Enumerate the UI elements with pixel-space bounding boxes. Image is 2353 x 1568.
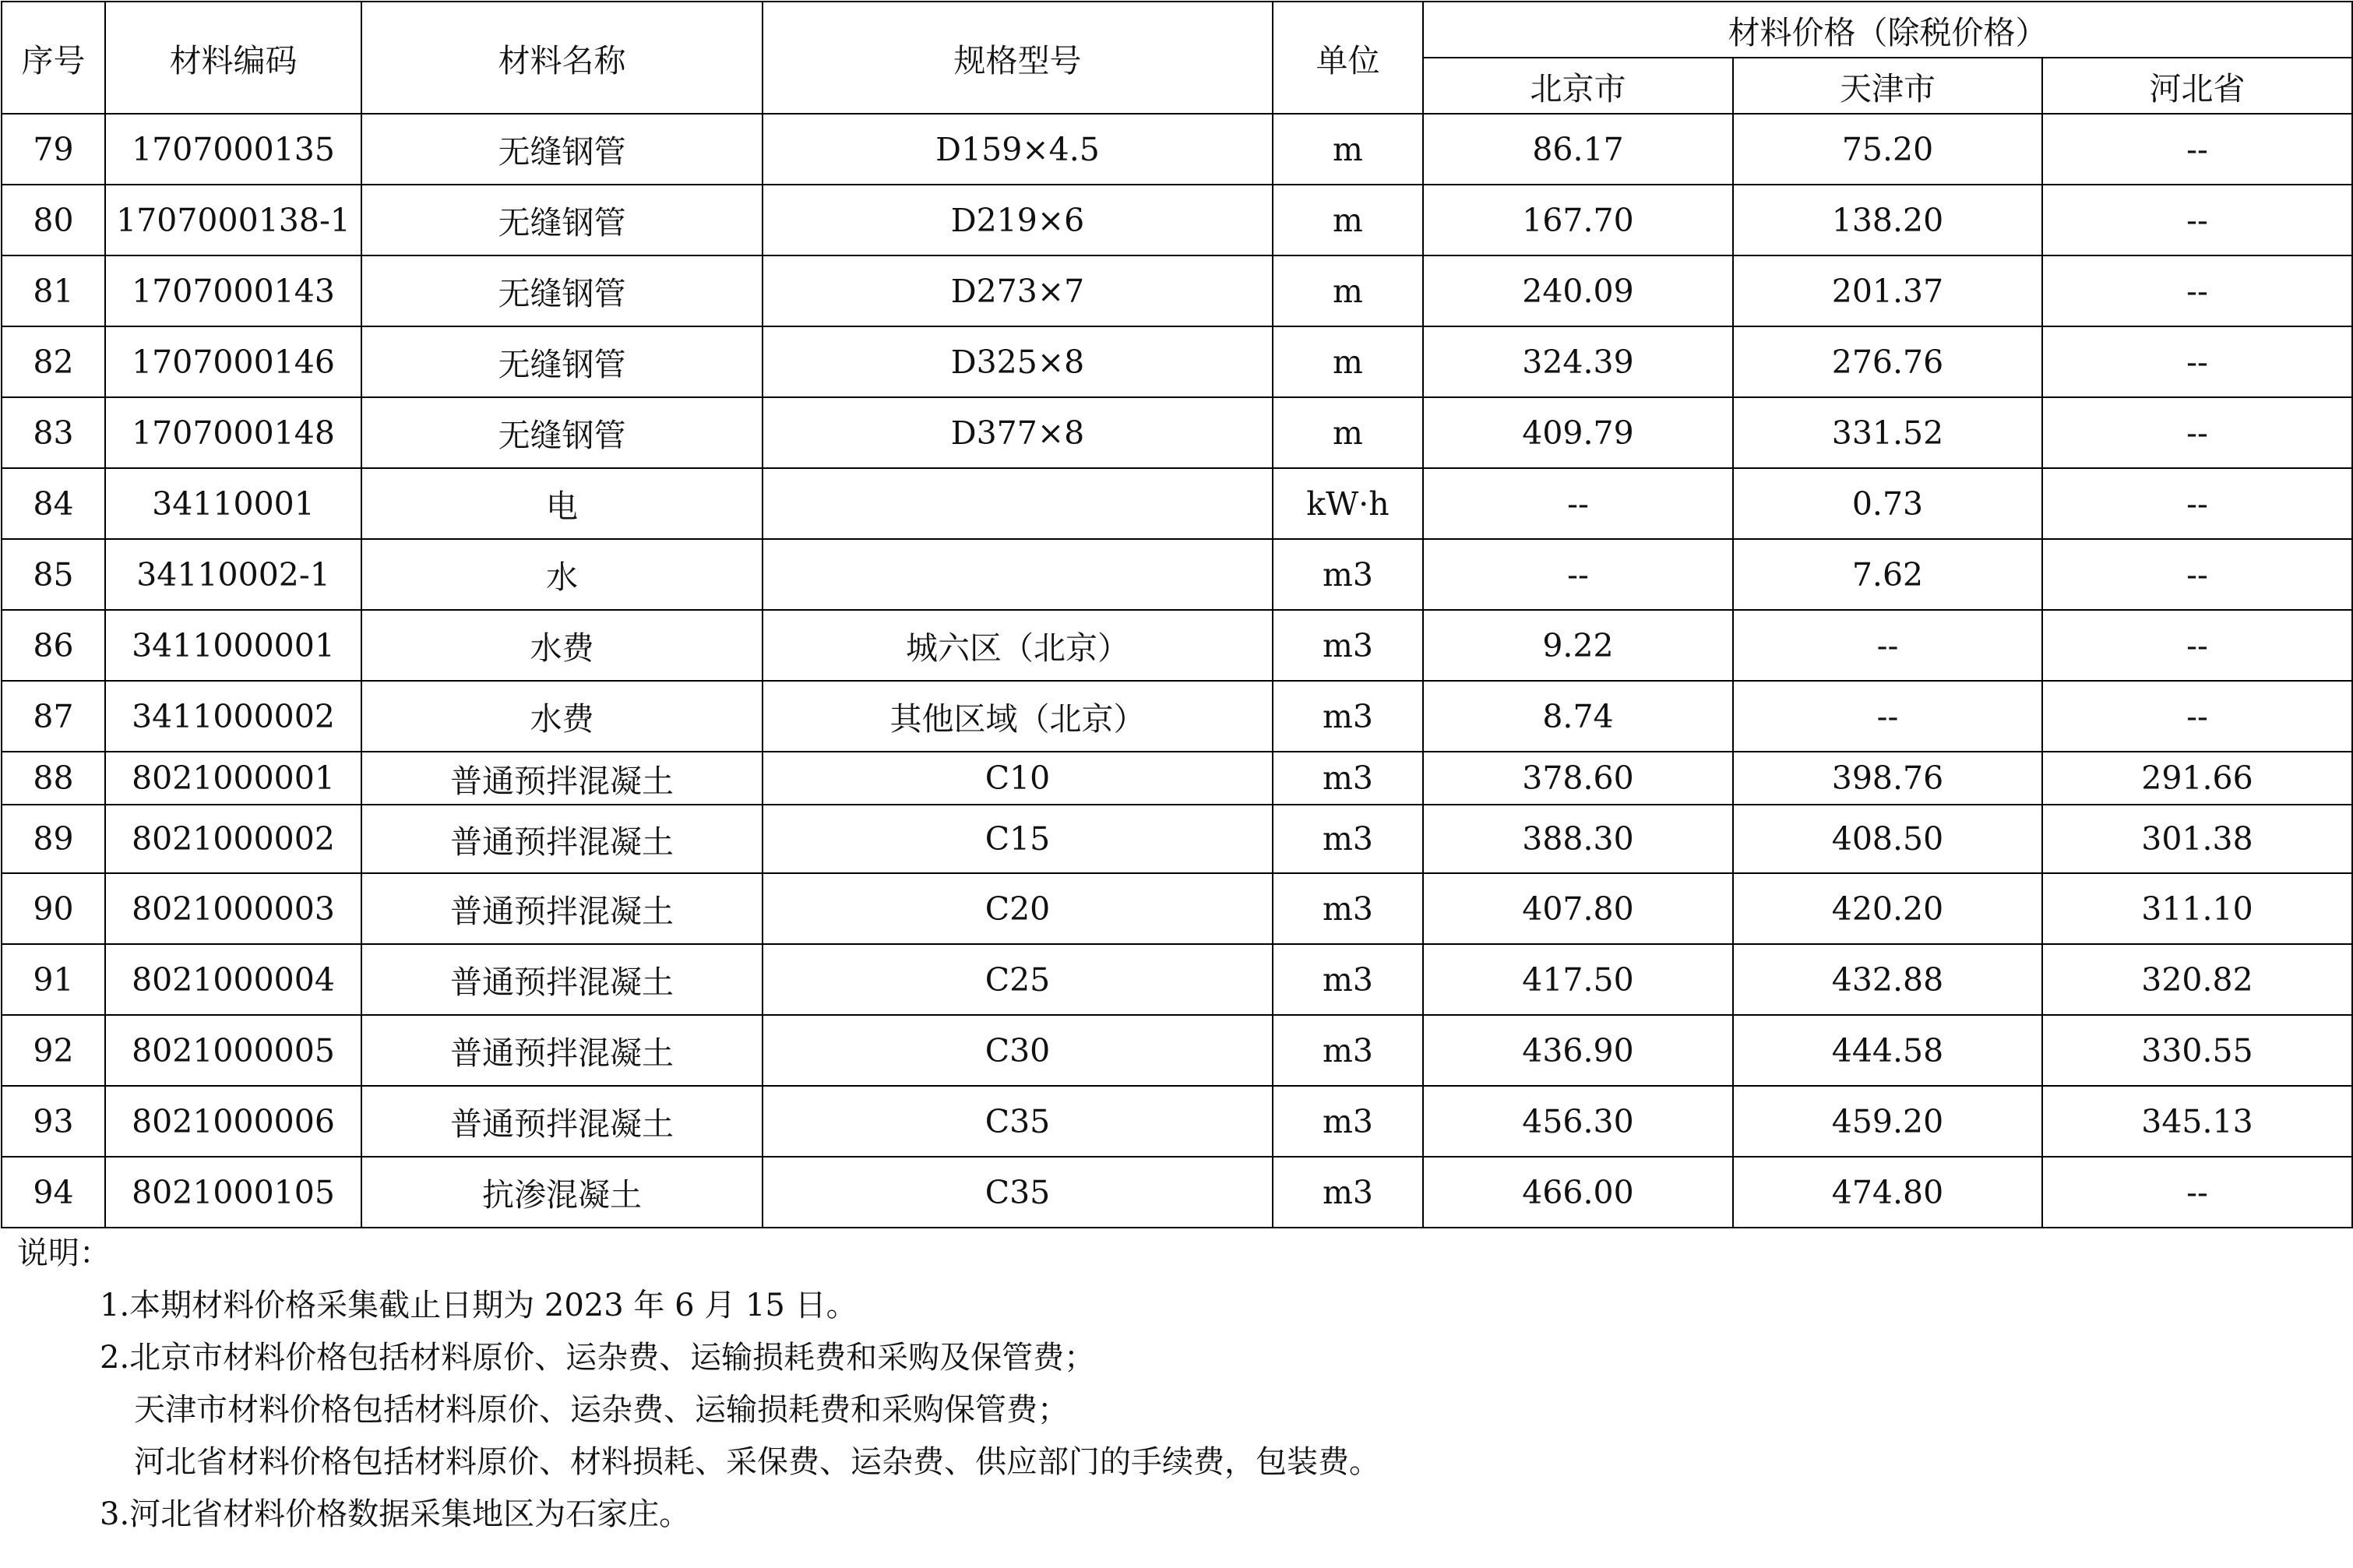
table-row — [2, 468, 2352, 539]
cell-name: 无缝钢管 — [361, 185, 763, 255]
cell-code: 8021000004 — [105, 944, 361, 1015]
cell-hebei: -- — [2042, 255, 2352, 326]
cell-beijing: 466.00 — [1423, 1157, 1733, 1228]
header-unit: 单位 — [1273, 2, 1423, 114]
header-beijing: 北京市 — [1423, 58, 1733, 114]
cell-spec: C35 — [763, 1086, 1273, 1157]
cell-tianjin: 276.76 — [1733, 326, 2042, 397]
cell-unit: m3 — [1273, 610, 1423, 681]
cell-code: 8021000001 — [105, 752, 361, 805]
cell-tianjin: 75.20 — [1733, 114, 2042, 185]
cell-index: 86 — [2, 610, 105, 681]
cell-hebei: -- — [2042, 468, 2352, 539]
cell-code: 1707000135 — [105, 114, 361, 185]
table-row — [2, 326, 2352, 397]
cell-tianjin: 201.37 — [1733, 255, 2042, 326]
table-row — [2, 255, 2352, 326]
cell-hebei: 320.82 — [2042, 944, 2352, 1015]
header-material-code: 材料编码 — [105, 2, 361, 114]
cell-name: 水费 — [361, 610, 763, 681]
cell-beijing: -- — [1423, 539, 1733, 610]
cell-code: 1707000148 — [105, 397, 361, 468]
cell-code: 1707000143 — [105, 255, 361, 326]
cell-beijing: 8.74 — [1423, 681, 1733, 752]
cell-hebei: -- — [2042, 610, 2352, 681]
cell-beijing: -- — [1423, 468, 1733, 539]
cell-index: 92 — [2, 1015, 105, 1086]
cell-name: 普通预拌混凝土 — [361, 1086, 763, 1157]
cell-tianjin: -- — [1733, 610, 2042, 681]
cell-unit: m3 — [1273, 539, 1423, 610]
cell-hebei: 291.66 — [2042, 752, 2352, 805]
table-row — [2, 1015, 2352, 1086]
cell-spec: D377×8 — [763, 397, 1273, 468]
cell-hebei: -- — [2042, 326, 2352, 397]
table-row — [2, 752, 2352, 805]
cell-spec: 其他区域（北京） — [763, 681, 1273, 752]
cell-spec: C15 — [763, 805, 1273, 873]
cell-code: 3411000001 — [105, 610, 361, 681]
note-line-2: 2.北京市材料价格包括材料原价、运杂费、运输损耗费和采购及保管费； — [100, 1340, 1096, 1376]
notes-title: 说明： — [17, 1235, 111, 1271]
table-row — [2, 681, 2352, 752]
cell-beijing: 436.90 — [1423, 1015, 1733, 1086]
table-row — [2, 1157, 2352, 1228]
cell-unit: m — [1273, 185, 1423, 255]
cell-name: 普通预拌混凝土 — [361, 873, 763, 944]
header-material-name: 材料名称 — [361, 2, 763, 114]
cell-index: 91 — [2, 944, 105, 1015]
cell-code: 8021000003 — [105, 873, 361, 944]
cell-unit: m3 — [1273, 681, 1423, 752]
cell-tianjin: 398.76 — [1733, 752, 2042, 805]
cell-spec: D325×8 — [763, 326, 1273, 397]
cell-spec — [763, 468, 1273, 539]
cell-index: 93 — [2, 1086, 105, 1157]
table-row — [2, 114, 2352, 185]
cell-hebei: 345.13 — [2042, 1086, 2352, 1157]
cell-index: 88 — [2, 752, 105, 805]
cell-name: 水 — [361, 539, 763, 610]
cell-tianjin: 408.50 — [1733, 805, 2042, 873]
cell-spec: 城六区（北京） — [763, 610, 1273, 681]
cell-unit: m — [1273, 255, 1423, 326]
cell-index: 94 — [2, 1157, 105, 1228]
cell-code: 8021000005 — [105, 1015, 361, 1086]
cell-index: 89 — [2, 805, 105, 873]
cell-name: 水费 — [361, 681, 763, 752]
cell-code: 3411000002 — [105, 681, 361, 752]
cell-spec: C10 — [763, 752, 1273, 805]
table-row — [2, 185, 2352, 255]
cell-unit: m3 — [1273, 873, 1423, 944]
cell-hebei: 311.10 — [2042, 873, 2352, 944]
header-price-group: 材料价格（除税价格） — [1423, 2, 2352, 58]
cell-tianjin: 420.20 — [1733, 873, 2042, 944]
header-tianjin: 天津市 — [1733, 58, 2042, 114]
note-line-4: 河北省材料价格包括材料原价、材料损耗、采保费、运杂费、供应部门的手续费，包装费。 — [134, 1444, 1380, 1480]
cell-tianjin: 444.58 — [1733, 1015, 2042, 1086]
cell-unit: m — [1273, 397, 1423, 468]
table-row — [2, 805, 2352, 873]
cell-tianjin: 7.62 — [1733, 539, 2042, 610]
cell-unit: m3 — [1273, 752, 1423, 805]
header-spec: 规格型号 — [763, 2, 1273, 114]
cell-hebei: -- — [2042, 1157, 2352, 1228]
cell-spec: C35 — [763, 1157, 1273, 1228]
cell-index: 85 — [2, 539, 105, 610]
cell-beijing: 167.70 — [1423, 185, 1733, 255]
cell-index: 83 — [2, 397, 105, 468]
cell-beijing: 9.22 — [1423, 610, 1733, 681]
cell-unit: kW·h — [1273, 468, 1423, 539]
cell-name: 无缝钢管 — [361, 255, 763, 326]
cell-beijing: 417.50 — [1423, 944, 1733, 1015]
cell-hebei: -- — [2042, 397, 2352, 468]
cell-spec: D219×6 — [763, 185, 1273, 255]
cell-name: 无缝钢管 — [361, 114, 763, 185]
cell-unit: m3 — [1273, 1015, 1423, 1086]
cell-index: 82 — [2, 326, 105, 397]
cell-tianjin: 432.88 — [1733, 944, 2042, 1015]
cell-unit: m3 — [1273, 1157, 1423, 1228]
table-row — [2, 397, 2352, 468]
note-line-3: 天津市材料价格包括材料原价、运杂费、运输损耗费和采购保管费； — [134, 1392, 1069, 1428]
cell-hebei: 330.55 — [2042, 1015, 2352, 1086]
cell-beijing: 324.39 — [1423, 326, 1733, 397]
cell-spec: D159×4.5 — [763, 114, 1273, 185]
table-row — [2, 539, 2352, 610]
header-index: 序号 — [2, 2, 105, 114]
cell-tianjin: 0.73 — [1733, 468, 2042, 539]
cell-index: 80 — [2, 185, 105, 255]
cell-name: 抗渗混凝土 — [361, 1157, 763, 1228]
cell-spec: C25 — [763, 944, 1273, 1015]
cell-code: 8021000002 — [105, 805, 361, 873]
cell-index: 81 — [2, 255, 105, 326]
cell-name: 普通预拌混凝土 — [361, 944, 763, 1015]
cell-tianjin: 474.80 — [1733, 1157, 2042, 1228]
cell-spec: C30 — [763, 1015, 1273, 1086]
header-hebei: 河北省 — [2042, 58, 2352, 114]
table-row — [2, 610, 2352, 681]
cell-code: 34110001 — [105, 468, 361, 539]
cell-hebei: 301.38 — [2042, 805, 2352, 873]
cell-index: 84 — [2, 468, 105, 539]
cell-beijing: 378.60 — [1423, 752, 1733, 805]
cell-code: 1707000138-1 — [105, 185, 361, 255]
cell-name: 电 — [361, 468, 763, 539]
cell-hebei: -- — [2042, 185, 2352, 255]
cell-name: 普通预拌混凝土 — [361, 1015, 763, 1086]
cell-hebei: -- — [2042, 681, 2352, 752]
material-price-table — [1, 1, 2353, 1228]
notes-section — [17, 1228, 1380, 1541]
cell-spec — [763, 539, 1273, 610]
cell-spec: C20 — [763, 873, 1273, 944]
note-line-5: 3.河北省材料价格数据采集地区为石家庄。 — [100, 1496, 691, 1532]
cell-code: 8021000006 — [105, 1086, 361, 1157]
cell-beijing: 240.09 — [1423, 255, 1733, 326]
note-line-1: 1.本期材料价格采集截止日期为 2023 年 6 月 15 日。 — [100, 1288, 858, 1323]
cell-beijing: 409.79 — [1423, 397, 1733, 468]
cell-unit: m3 — [1273, 805, 1423, 873]
cell-code: 34110002-1 — [105, 539, 361, 610]
cell-tianjin: 138.20 — [1733, 185, 2042, 255]
table-row — [2, 873, 2352, 944]
cell-tianjin: -- — [1733, 681, 2042, 752]
cell-beijing: 407.80 — [1423, 873, 1733, 944]
table-row — [2, 944, 2352, 1015]
cell-tianjin: 331.52 — [1733, 397, 2042, 468]
cell-name: 无缝钢管 — [361, 397, 763, 468]
cell-name: 普通预拌混凝土 — [361, 752, 763, 805]
cell-unit: m — [1273, 326, 1423, 397]
cell-tianjin: 459.20 — [1733, 1086, 2042, 1157]
cell-beijing: 456.30 — [1423, 1086, 1733, 1157]
cell-beijing: 86.17 — [1423, 114, 1733, 185]
cell-hebei: -- — [2042, 114, 2352, 185]
cell-hebei: -- — [2042, 539, 2352, 610]
cell-unit: m3 — [1273, 944, 1423, 1015]
cell-index: 79 — [2, 114, 105, 185]
table-row — [2, 1086, 2352, 1157]
cell-name: 普通预拌混凝土 — [361, 805, 763, 873]
cell-spec: D273×7 — [763, 255, 1273, 326]
cell-unit: m3 — [1273, 1086, 1423, 1157]
cell-beijing: 388.30 — [1423, 805, 1733, 873]
cell-code: 8021000105 — [105, 1157, 361, 1228]
cell-name: 无缝钢管 — [361, 326, 763, 397]
cell-index: 90 — [2, 873, 105, 944]
cell-unit: m — [1273, 114, 1423, 185]
cell-index: 87 — [2, 681, 105, 752]
cell-code: 1707000146 — [105, 326, 361, 397]
